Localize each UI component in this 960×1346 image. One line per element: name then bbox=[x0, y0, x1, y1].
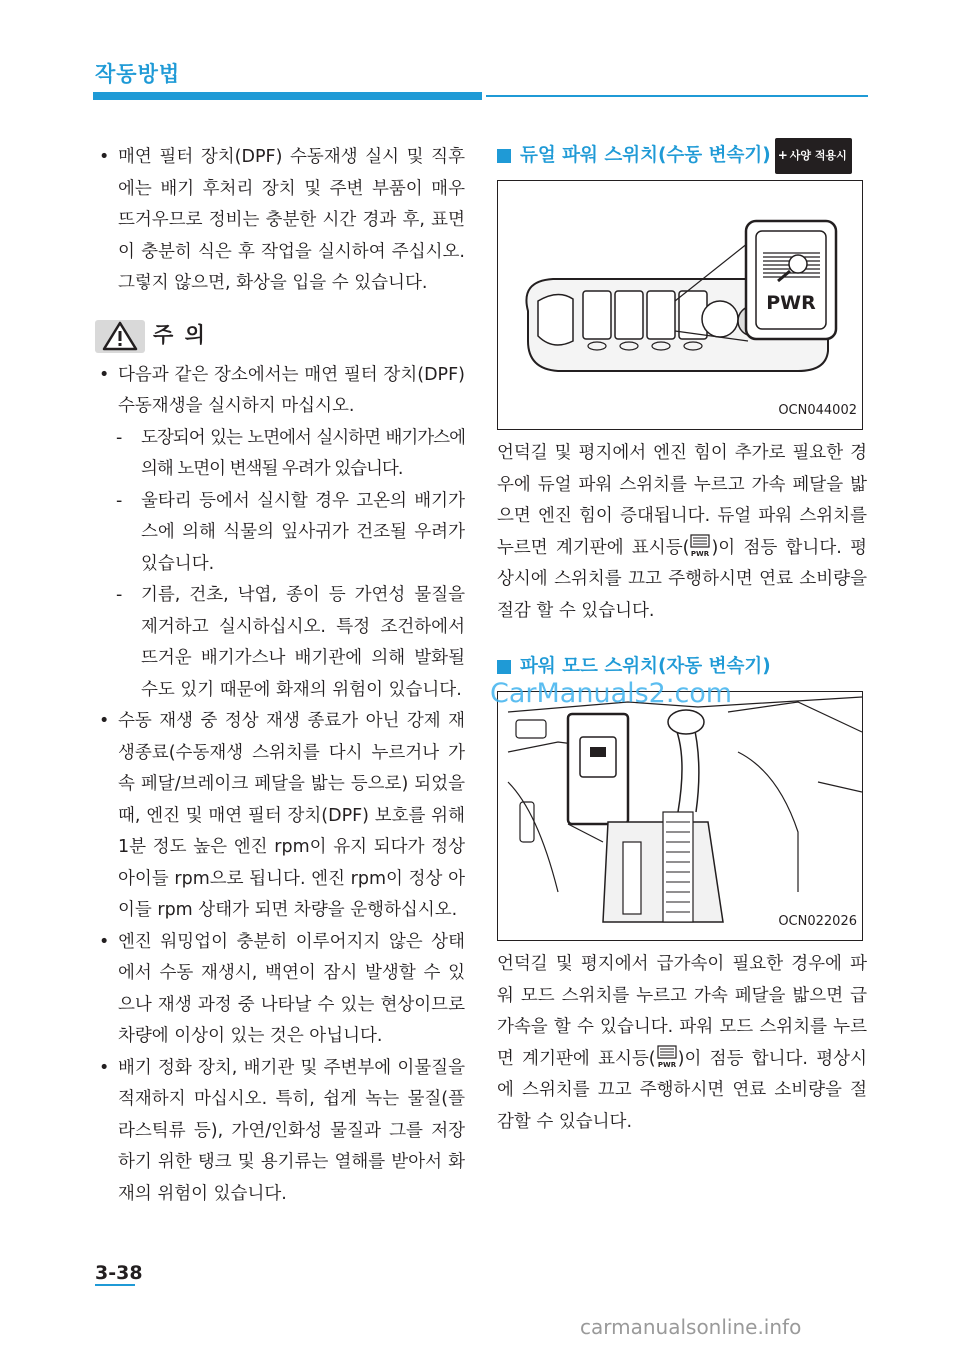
power-mode-description: 언덕길 및 평지에서 급가속이 필요한 경우에 파워 모드 스위치를 누르고 가속 페달을 밟으면 급가속을 할 수 있습니다. 파워 모드 스위치를 누르면 계기판에 표시등( PWR )이 점등 합니다. 평상시에 스위치를 끄고 주행하시면 연료 소비량을 절감할 수 있습니다. bbox=[497, 954, 867, 1132]
figure-code: OCN022026 bbox=[778, 913, 857, 929]
warning-icon bbox=[95, 320, 145, 353]
svg-text:PWR: PWR bbox=[691, 549, 710, 558]
list-item: • 다음과 같은 장소에서는 매연 필터 장치(DPF) 수동재생을 실시하지 마십시오. bbox=[99, 364, 465, 416]
gear-console-illustration bbox=[498, 692, 862, 940]
section-header-title: 작동방법 bbox=[95, 62, 181, 86]
pwr-switch-label: PWR bbox=[766, 292, 816, 314]
header-bar-left bbox=[93, 92, 482, 100]
list-item: • 배기 정화 장치, 배기관 및 주변부에 이물질을 적재하지 마십시오. 특히, 쉽게 녹는 물질(플라스틱류 등), 가연/인화성 물질과 그를 저장하기 위한 탱크 및 용기류는 열해를 받아서 화재의 위험이 있습니다. bbox=[99, 1057, 465, 1204]
list-item: • 매연 필터 장치(DPF) 수동재생 실시 및 직후에는 배기 후처리 장치 및 주변 부품이 매우 뜨거우므로 정비는 충분한 시간 경과 후, 표면이 충분히 식은 후 작업을 실시하여 주십시오. 그렇지 않으면, 화상을 입을 수 있습니다. bbox=[99, 147, 465, 293]
footer-site[interactable]: carmanualsonline.info bbox=[580, 1315, 802, 1339]
caution-title: 주 의 bbox=[153, 323, 207, 348]
figure-power-mode-switch bbox=[497, 691, 863, 941]
square-bullet-icon bbox=[497, 660, 511, 674]
option-badge: + 사양 적용시 bbox=[775, 138, 852, 174]
page-number-underline bbox=[95, 1284, 135, 1286]
left-column bbox=[95, 142, 465, 1210]
list-item: - 울타리 등에서 실시할 경우 고온의 배기가스에 의해 식물의 잎사귀가 건조될 우려가 있습니다. bbox=[116, 490, 465, 574]
caution-heading bbox=[95, 320, 465, 353]
dual-power-description: 언덕길 및 평지에서 엔진 힘이 추가로 필요한 경우에 듀얼 파워 스위치를 누르고 가속 페달을 밟으면 엔진 힘이 증대됩니다. 듀얼 파워 스위치를 누르면 계기판에 표시등( PWR )이 점등 합니다. 평상시에 스위치를 끄고 주행하시면 연료 소비량을 절감 할 수 있습니다. bbox=[497, 443, 867, 621]
watermark: CarManuals2.com bbox=[490, 678, 733, 709]
figure-code: OCN044002 bbox=[778, 402, 857, 418]
svg-text:PWR: PWR bbox=[657, 1060, 676, 1069]
plus-icon: + bbox=[777, 148, 788, 163]
square-bullet-icon bbox=[497, 149, 511, 163]
header-bar-right bbox=[486, 95, 868, 97]
pwr-indicator-icon bbox=[656, 1045, 678, 1069]
section-title-dual-power: 듀얼 파워 스위치(수동 변속기) + 사양 적용시 bbox=[497, 142, 867, 170]
right-column bbox=[497, 142, 867, 1138]
switch-panel-illustration bbox=[498, 181, 862, 429]
figure-dual-power-switch bbox=[497, 180, 863, 430]
list-item: - 기름, 건초, 낙엽, 종이 등 가연성 물질을 제거하고 실시하십시오. 특정 조건하에서 뜨거운 배기가스나 배기관에 의해 발화될 수도 있기 때문에 화재의 위험이 있습니다. bbox=[116, 585, 465, 700]
list-item: • 엔진 워밍업이 충분히 이루어지지 않은 상태에서 수동 재생시, 백연이 잠시 발생할 수 있으나 재생 과정 중 나타날 수 있는 현상이므로 차량에 이상이 있는 것은 아닙니다. bbox=[99, 931, 465, 1046]
list-item: • 수동 재생 중 정상 재생 종료가 아닌 강제 재생종료(수동재생 스위치를 다시 누르거나 가속 페달/브레이크 페달을 밟는 등으로) 되었을 때, 엔진 및 매연 필터 장치(DPF) 보호를 위해 1분 정도 높은 엔진 rpm이 유지 되다가 정상 아이들 rpm으로 됩니다. 엔진 rpm이 정상 아이들 rpm 상태가 되면 차량을 운행하십시오. bbox=[99, 711, 465, 920]
pwr-indicator-icon bbox=[689, 534, 711, 558]
list-item: - 도장되어 있는 노면에서 실시하면 배기가스에 의해 노면이 변색될 우려가 있습니다. bbox=[116, 427, 465, 479]
page-number: 3-38 bbox=[95, 1262, 143, 1284]
section-title-power-mode: 파워 모드 스위치(자동 변속기) bbox=[497, 653, 867, 681]
